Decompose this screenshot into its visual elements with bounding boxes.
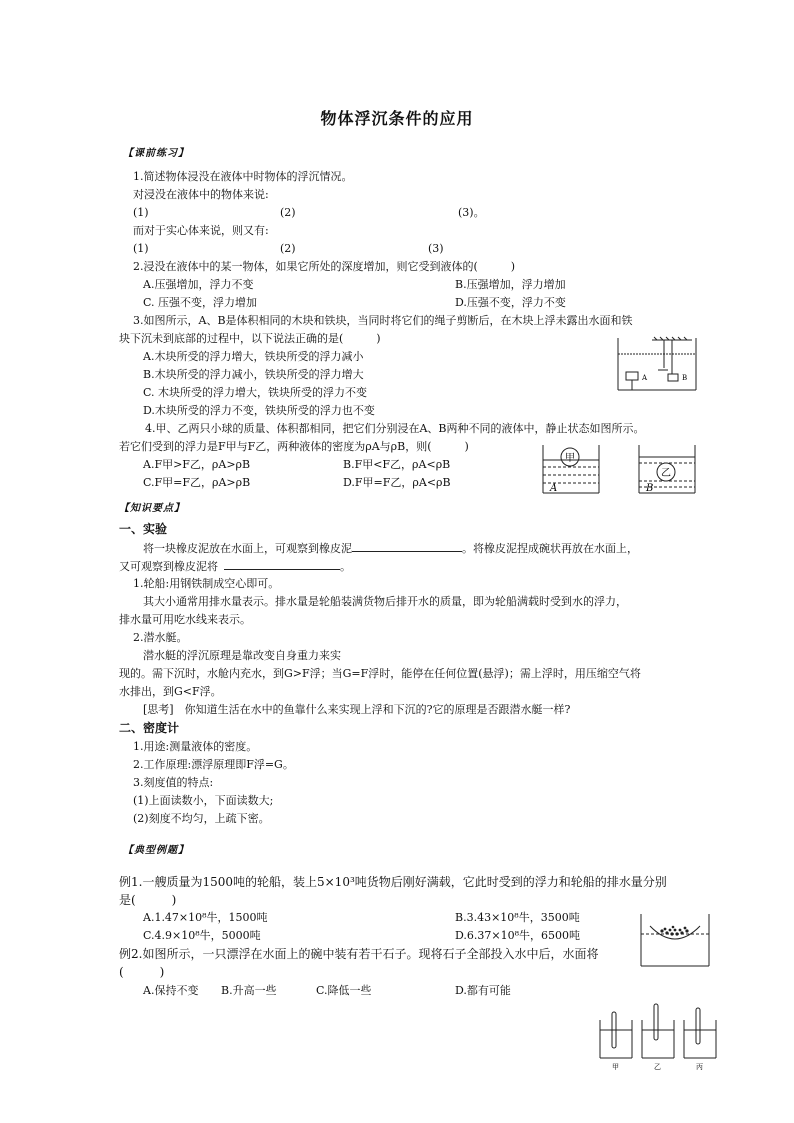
example2-option-c: C.降低一些: [316, 984, 372, 997]
section-header-examples: 【典型例题】: [123, 845, 189, 856]
hydrometer-label-jia: 甲: [612, 1063, 619, 1071]
hydrometer-label-yi: 乙: [654, 1063, 661, 1071]
q3-figure: [612, 334, 700, 392]
q4-option-b: B.F甲<F乙，ρA<ρB: [343, 458, 451, 471]
q1-line2: 而对于实心体来说，则又有:: [133, 224, 269, 237]
example1-option-a: A.1.47×10⁸牛，1500吨: [143, 911, 268, 924]
q4-option-a: A.F甲>F乙，ρA>ρB: [143, 458, 251, 471]
q4-ball-yi: 乙: [661, 468, 671, 479]
q4-ball-jia: 甲: [565, 453, 575, 464]
submarine-line3: 水排出，到G<F浮。: [119, 685, 222, 698]
heading-experiment: 一、实验: [119, 522, 168, 536]
experiment-line1: 将一块橡皮泥放在水面上，可观察到橡皮泥 。将橡皮泥捏成碗状再放在水面上，: [143, 542, 638, 555]
hydrometer-use: 1.用途:测量液体的密度。: [133, 740, 258, 753]
example2-option-b: B.升高一些: [221, 984, 277, 997]
experiment-line2: 又可观察到橡皮泥将 。: [119, 560, 351, 573]
hydrometer-scale-1: (1)上面读数小，下面读数大;: [133, 794, 274, 807]
item-submarine: 2.潜水艇。: [133, 631, 188, 644]
submarine-line1: 潜水艇的浮沉原理是靠改变自身重力来实: [143, 649, 341, 662]
heading-hydrometer: 二、密度计: [119, 721, 180, 735]
q4-liquid-b: B: [646, 483, 654, 494]
q4-figure-a: [540, 443, 602, 495]
item-ship: 1.轮船:用钢铁制成空心即可。: [133, 577, 280, 590]
q4-stem-line1: 4.甲、乙两只小球的质量、体积都相同，把它们分别浸在A、B两种不同的液体中，静止状态如图所示。: [145, 422, 645, 435]
q1-b3: (3): [428, 242, 444, 255]
example2-option-a: A.保持不变: [143, 984, 199, 997]
q3-option-d: D.木块所受的浮力不变，铁块所受的浮力也不变: [143, 404, 375, 417]
q1-a2: (2): [280, 206, 296, 219]
hydrometer-label-bing: 丙: [696, 1063, 703, 1071]
q3-stem-line1: 3.如图所示，A、B是体积相同的木块和铁块，当同时将它们的绳子剪断后，在木块上浮未露出水面和铁: [133, 314, 633, 327]
section-header-key-points: 【知识要点】: [119, 503, 185, 514]
q4-option-c: C.F甲=F乙，ρA>ρB: [143, 476, 251, 489]
q3-option-a: A.木块所受的浮力增大，铁块所受的浮力减小: [143, 350, 364, 363]
q4-liquid-a: A: [550, 483, 558, 494]
example1-option-b: B.3.43×10⁸牛，3500吨: [455, 911, 580, 924]
bowl-stones-figure: [638, 912, 712, 968]
page-title: 物体浮沉条件的应用: [320, 109, 474, 128]
q3-stem-line2: 块下沉未到底部的过程中，以下说法正确的是( ): [119, 332, 381, 345]
q1-a3: (3)。: [458, 206, 485, 219]
q1-stem: 1.简述物体浸没在液体中时物体的浮沉情况。: [133, 170, 353, 183]
example1-stem-line1: 例1.一艘质量为1500吨的轮船，装上5×10³吨货物后刚好满载，它此时受到的浮力和轮船的排水量分别: [119, 875, 667, 889]
q2-stem: 2.浸没在液体中的某一物体，如果它所处的深度增加，则它受到液体的( ): [133, 260, 516, 273]
hydrometer-principle: 2.工作原理:漂浮原理即F浮=G。: [133, 758, 294, 771]
q1-line1: 对浸没在液体中的物体来说:: [133, 188, 269, 201]
q3-option-c: C. 木块所受的浮力增大，铁块所受的浮力不变: [143, 386, 368, 399]
q4-stem-line2: 若它们受到的浮力是F甲与F乙，两种液体的密度为ρA与ρB，则( ): [119, 440, 469, 453]
q1-b1: (1): [133, 242, 149, 255]
hydrometers-figure: [596, 1000, 718, 1072]
q1-a1: (1): [133, 206, 149, 219]
q2-option-a: A.压强增加，浮力不变: [143, 278, 254, 291]
submarine-line2: 现的。需下沉时，水舱内充水，到G>F浮；当G=F浮时，能停在任何位置(悬浮)；需上浮时，用压缩空气将: [119, 667, 641, 680]
q3-option-b: B.木块所受的浮力减小，铁块所受的浮力增大: [143, 368, 364, 381]
hydrometer-scale-2: (2)刻度不均匀，上疏下密。: [133, 812, 270, 825]
example2-option-d: D.都有可能: [455, 984, 511, 997]
example2-stem-line2: ( ): [119, 965, 165, 979]
q2-option-c: C. 压强不变，浮力增加: [143, 296, 258, 309]
ship-line2: 排水量可用吃水线来表示。: [119, 613, 251, 626]
q3-label-b: B: [682, 374, 688, 382]
ship-line1: 其大小通常用排水量表示。排水量是轮船装满货物后排开水的质量，即为轮船满载时受到水的浮力，: [143, 595, 627, 608]
example2-stem-line1: 例2.如图所示，一只漂浮在水面上的碗中装有若干石子。现将石子全部投入水中后，水面将: [119, 947, 599, 961]
example1-stem-line2: 是( ): [119, 893, 177, 907]
hydrometer-scale: 3.刻度值的特点:: [133, 776, 214, 789]
q2-option-d: D.压强不变，浮力不变: [455, 296, 566, 309]
q4-figure-b: [636, 443, 698, 495]
q1-b2: (2): [280, 242, 296, 255]
example1-option-c: C.4.9×10⁸牛，5000吨: [143, 929, 261, 942]
example1-option-d: D.6.37×10⁸牛，6500吨: [455, 929, 581, 942]
section-header-pre-practice: 【课前练习】: [123, 148, 189, 159]
q4-option-d: D.F甲=F乙，ρA<ρB: [343, 476, 451, 489]
think-question: [思考] 你知道生活在水中的鱼靠什么来实现上浮和下沉的?它的原理是否跟潜水艇一样?: [143, 703, 571, 716]
q2-option-b: B.压强增加，浮力增加: [455, 278, 566, 291]
q3-label-a: A: [642, 374, 648, 382]
